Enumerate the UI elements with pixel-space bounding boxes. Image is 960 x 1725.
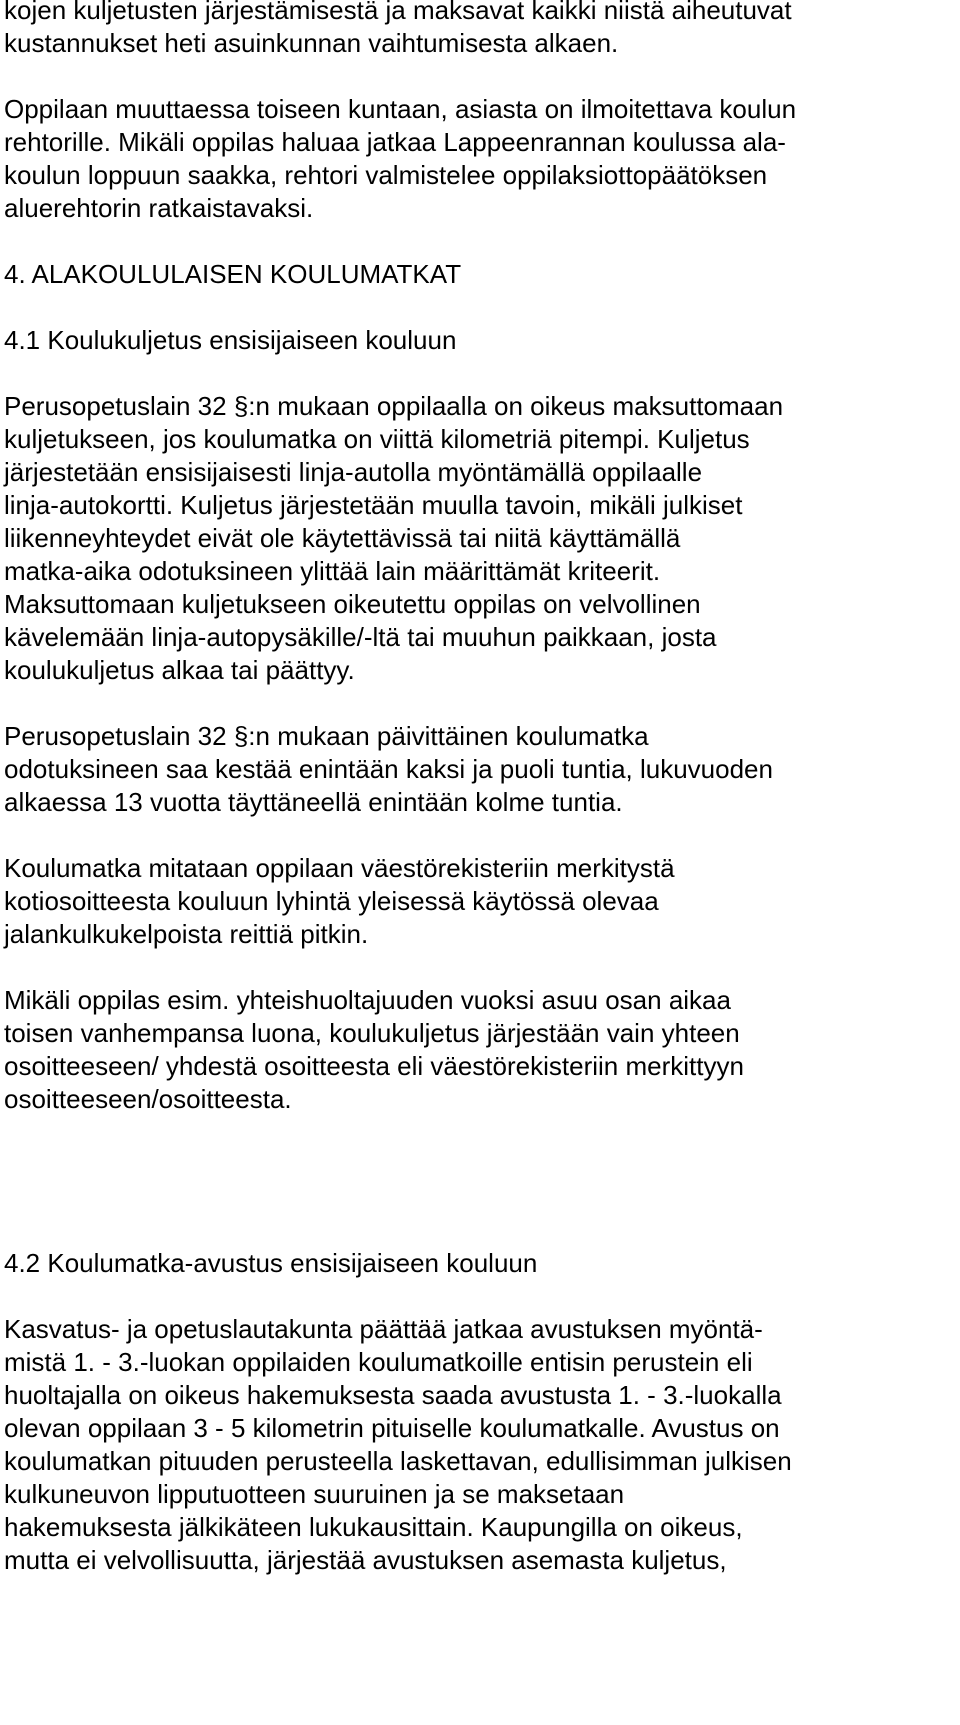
text-line: Koulumatka mitataan oppilaan väestörekisteriin merkitystä <box>4 853 675 883</box>
text-line: aluerehtorin ratkaistavaksi. <box>4 193 314 223</box>
text-line: Kasvatus- ja opetuslautakunta päättää jatkaa avustuksen myöntä- <box>4 1314 763 1344</box>
text-line: kojen kuljetusten järjestämisestä ja maksavat kaikki niistä aiheutuvat <box>4 0 792 25</box>
text-line: matka-aika odotuksineen ylittää lain määrittämät kriteerit. <box>4 556 661 586</box>
text-line: koulumatkan pituuden perusteella laskettavan, edullisimman julkisen <box>4 1446 792 1476</box>
text-line: Perusopetuslain 32 §:n mukaan oppilaalla on oikeus maksuttomaan <box>4 391 784 421</box>
text-line: mistä 1. - 3.-luokan oppilaiden koulumatkoille entisin perustein eli <box>4 1347 753 1377</box>
text-line: alkaessa 13 vuotta täyttäneellä enintään kolme tuntia. <box>4 787 623 817</box>
text-line: järjestetään ensisijaisesti linja-autolla myöntämällä oppilaalle <box>4 457 703 487</box>
text-line: kävelemään linja-autopysäkille/-ltä tai muuhun paikkaan, josta <box>4 622 717 652</box>
text-line: hakemuksesta jälkikäteen lukukausittain. Kaupungilla on oikeus, <box>4 1512 743 1542</box>
text-line: koulukuljetus alkaa tai päättyy. <box>4 655 355 685</box>
text-line: kustannukset heti asuinkunnan vaihtumisesta alkaen. <box>4 28 619 58</box>
text-line: rehtorille. Mikäli oppilas haluaa jatkaa Lappeenrannan koulussa ala- <box>4 127 786 157</box>
text-line: olevan oppilaan 3 - 5 kilometrin pituiselle koulumatkalle. Avustus on <box>4 1413 780 1443</box>
text-line: toisen vanhempansa luona, koulukuljetus järjestään vain yhteen <box>4 1018 740 1048</box>
text-line: kuljetukseen, jos koulumatka on viittä kilometriä pitempi. Kuljetus <box>4 424 750 454</box>
text-line: kotiosoitteesta kouluun lyhintä yleisessä käytössä olevaa <box>4 886 659 916</box>
subsection-heading: 4.1 Koulukuljetus ensisijaiseen kouluun <box>4 325 457 355</box>
text-line: Maksuttomaan kuljetukseen oikeutettu oppilas on velvollinen <box>4 589 701 619</box>
text-line: liikenneyhteydet eivät ole käytettävissä tai niitä käyttämällä <box>4 523 681 553</box>
text-line: Perusopetuslain 32 §:n mukaan päivittäinen koulumatka <box>4 721 649 751</box>
text-line: Mikäli oppilas esim. yhteishuoltajuuden vuoksi asuu osan aikaa <box>4 985 731 1015</box>
text-line: osoitteeseen/osoitteesta. <box>4 1084 292 1114</box>
subsection-heading: 4.2 Koulumatka-avustus ensisijaiseen kouluun <box>4 1248 538 1278</box>
text-line: osoitteeseen/ yhdestä osoitteesta eli väestörekisteriin merkittyyn <box>4 1051 744 1081</box>
section-heading: 4. ALAKOULULAISEN KOULUMATKAT <box>4 259 462 289</box>
text-line: odotuksineen saa kestää enintään kaksi ja puoli tuntia, lukuvuoden <box>4 754 773 784</box>
text-line: Oppilaan muuttaessa toiseen kuntaan, asiasta on ilmoitettava koulun <box>4 94 797 124</box>
text-line: mutta ei velvollisuutta, järjestää avustuksen asemasta kuljetus, <box>4 1545 727 1575</box>
text-line: huoltajalla on oikeus hakemuksesta saada avustusta 1. - 3.-luokalla <box>4 1380 782 1410</box>
text-line: linja-autokortti. Kuljetus järjestetään muulla tavoin, mikäli julkiset <box>4 490 743 520</box>
text-line: kulkuneuvon lipputuotteen suuruinen ja se maksetaan <box>4 1479 625 1509</box>
text-line: koulun loppuun saakka, rehtori valmistelee oppilaksiottopäätöksen <box>4 160 768 190</box>
text-line: jalankulkukelpoista reittiä pitkin. <box>4 919 369 949</box>
